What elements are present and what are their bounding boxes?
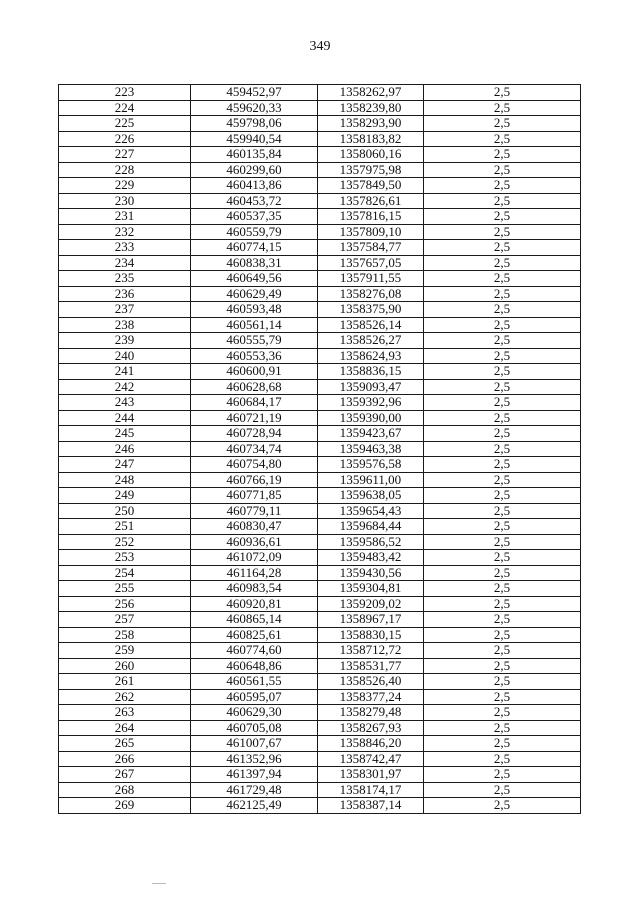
x-coordinate-cell: 460766,19 (191, 472, 318, 488)
point-number-cell: 253 (59, 550, 191, 566)
x-coordinate-cell: 460628,68 (191, 379, 318, 395)
value-cell: 2,5 (424, 612, 581, 628)
value-cell: 2,5 (424, 286, 581, 302)
x-coordinate-cell: 460135,84 (191, 147, 318, 163)
point-number-cell: 263 (59, 705, 191, 721)
y-coordinate-cell: 1358276,08 (318, 286, 424, 302)
scan-mark (152, 883, 166, 884)
table-row (59, 736, 581, 752)
value-cell: 2,5 (424, 395, 581, 411)
value-cell: 2,5 (424, 658, 581, 674)
x-coordinate-cell: 460771,85 (191, 488, 318, 504)
point-number-cell: 224 (59, 100, 191, 116)
value-cell: 2,5 (424, 720, 581, 736)
point-number-cell: 256 (59, 596, 191, 612)
value-cell: 2,5 (424, 798, 581, 814)
value-cell: 2,5 (424, 519, 581, 535)
table-row (59, 782, 581, 798)
y-coordinate-cell: 1358239,80 (318, 100, 424, 116)
x-coordinate-cell: 460559,79 (191, 224, 318, 240)
x-coordinate-cell: 460593,48 (191, 302, 318, 318)
y-coordinate-cell: 1359611,00 (318, 472, 424, 488)
y-coordinate-cell: 1359576,58 (318, 457, 424, 473)
y-coordinate-cell: 1358742,47 (318, 751, 424, 767)
point-number-cell: 223 (59, 85, 191, 101)
table-row (59, 333, 581, 349)
x-coordinate-cell: 459940,54 (191, 131, 318, 147)
value-cell: 2,5 (424, 333, 581, 349)
point-number-cell: 230 (59, 193, 191, 209)
x-coordinate-cell: 460774,15 (191, 240, 318, 256)
value-cell: 2,5 (424, 674, 581, 690)
value-cell: 2,5 (424, 193, 581, 209)
x-coordinate-cell: 460553,36 (191, 348, 318, 364)
table-row (59, 798, 581, 814)
point-number-cell: 255 (59, 581, 191, 597)
value-cell: 2,5 (424, 147, 581, 163)
y-coordinate-cell: 1358293,90 (318, 116, 424, 132)
table-row (59, 643, 581, 659)
point-number-cell: 259 (59, 643, 191, 659)
value-cell: 2,5 (424, 643, 581, 659)
value-cell: 2,5 (424, 441, 581, 457)
value-cell: 2,5 (424, 379, 581, 395)
y-coordinate-cell: 1358526,40 (318, 674, 424, 690)
y-coordinate-cell: 1359093,47 (318, 379, 424, 395)
point-number-cell: 226 (59, 131, 191, 147)
table-row (59, 271, 581, 287)
value-cell: 2,5 (424, 627, 581, 643)
y-coordinate-cell: 1358531,77 (318, 658, 424, 674)
point-number-cell: 251 (59, 519, 191, 535)
value-cell: 2,5 (424, 736, 581, 752)
table-row (59, 147, 581, 163)
table-row (59, 317, 581, 333)
x-coordinate-cell: 461352,96 (191, 751, 318, 767)
y-coordinate-cell: 1359209,02 (318, 596, 424, 612)
value-cell: 2,5 (424, 472, 581, 488)
table-row (59, 689, 581, 705)
table-row (59, 627, 581, 643)
point-number-cell: 227 (59, 147, 191, 163)
y-coordinate-cell: 1358830,15 (318, 627, 424, 643)
y-coordinate-cell: 1359638,05 (318, 488, 424, 504)
value-cell: 2,5 (424, 751, 581, 767)
value-cell: 2,5 (424, 240, 581, 256)
value-cell: 2,5 (424, 302, 581, 318)
value-cell: 2,5 (424, 100, 581, 116)
value-cell: 2,5 (424, 85, 581, 101)
x-coordinate-cell: 460684,17 (191, 395, 318, 411)
point-number-cell: 235 (59, 271, 191, 287)
point-number-cell: 236 (59, 286, 191, 302)
x-coordinate-cell: 461164,28 (191, 565, 318, 581)
point-number-cell: 265 (59, 736, 191, 752)
x-coordinate-cell: 462125,49 (191, 798, 318, 814)
x-coordinate-cell: 460936,61 (191, 534, 318, 550)
x-coordinate-cell: 460555,79 (191, 333, 318, 349)
point-number-cell: 248 (59, 472, 191, 488)
point-number-cell: 254 (59, 565, 191, 581)
table-row (59, 658, 581, 674)
y-coordinate-cell: 1358267,93 (318, 720, 424, 736)
x-coordinate-cell: 460865,14 (191, 612, 318, 628)
x-coordinate-cell: 460453,72 (191, 193, 318, 209)
y-coordinate-cell: 1359430,56 (318, 565, 424, 581)
table-row (59, 705, 581, 721)
value-cell: 2,5 (424, 705, 581, 721)
table-row (59, 286, 581, 302)
point-number-cell: 237 (59, 302, 191, 318)
point-number-cell: 233 (59, 240, 191, 256)
value-cell: 2,5 (424, 116, 581, 132)
point-number-cell: 257 (59, 612, 191, 628)
value-cell: 2,5 (424, 209, 581, 225)
point-number-cell: 269 (59, 798, 191, 814)
value-cell: 2,5 (424, 565, 581, 581)
table-row (59, 534, 581, 550)
x-coordinate-cell: 460728,94 (191, 426, 318, 442)
point-number-cell: 225 (59, 116, 191, 132)
point-number-cell: 232 (59, 224, 191, 240)
y-coordinate-cell: 1358375,90 (318, 302, 424, 318)
table-row (59, 348, 581, 364)
x-coordinate-cell: 460629,49 (191, 286, 318, 302)
x-coordinate-cell: 460983,54 (191, 581, 318, 597)
value-cell: 2,5 (424, 178, 581, 194)
table-row (59, 441, 581, 457)
table-row (59, 240, 581, 256)
y-coordinate-cell: 1359390,00 (318, 410, 424, 426)
x-coordinate-cell: 460649,56 (191, 271, 318, 287)
y-coordinate-cell: 1357816,15 (318, 209, 424, 225)
y-coordinate-cell: 1357911,55 (318, 271, 424, 287)
table-row (59, 472, 581, 488)
x-coordinate-cell: 461729,48 (191, 782, 318, 798)
point-number-cell: 234 (59, 255, 191, 271)
point-number-cell: 252 (59, 534, 191, 550)
y-coordinate-cell: 1358262,97 (318, 85, 424, 101)
x-coordinate-cell: 461072,09 (191, 550, 318, 566)
table-row (59, 767, 581, 783)
coordinates-table-body (59, 85, 581, 814)
y-coordinate-cell: 1357849,50 (318, 178, 424, 194)
point-number-cell: 244 (59, 410, 191, 426)
y-coordinate-cell: 1358846,20 (318, 736, 424, 752)
y-coordinate-cell: 1357584,77 (318, 240, 424, 256)
table-row (59, 364, 581, 380)
x-coordinate-cell: 460600,91 (191, 364, 318, 380)
point-number-cell: 228 (59, 162, 191, 178)
point-number-cell: 266 (59, 751, 191, 767)
y-coordinate-cell: 1359654,43 (318, 503, 424, 519)
value-cell: 2,5 (424, 162, 581, 178)
table-row (59, 302, 581, 318)
point-number-cell: 249 (59, 488, 191, 504)
point-number-cell: 239 (59, 333, 191, 349)
table-row (59, 674, 581, 690)
table-row (59, 457, 581, 473)
value-cell: 2,5 (424, 534, 581, 550)
table-row (59, 751, 581, 767)
table-row (59, 550, 581, 566)
table-row (59, 379, 581, 395)
value-cell: 2,5 (424, 317, 581, 333)
value-cell: 2,5 (424, 782, 581, 798)
point-number-cell: 262 (59, 689, 191, 705)
table-row (59, 503, 581, 519)
x-coordinate-cell: 460830,47 (191, 519, 318, 535)
table-row (59, 131, 581, 147)
point-number-cell: 245 (59, 426, 191, 442)
point-number-cell: 247 (59, 457, 191, 473)
x-coordinate-cell: 460561,55 (191, 674, 318, 690)
value-cell: 2,5 (424, 348, 581, 364)
y-coordinate-cell: 1357975,98 (318, 162, 424, 178)
point-number-cell: 260 (59, 658, 191, 674)
point-number-cell: 246 (59, 441, 191, 457)
point-number-cell: 240 (59, 348, 191, 364)
table-row (59, 193, 581, 209)
x-coordinate-cell: 460595,07 (191, 689, 318, 705)
y-coordinate-cell: 1358967,17 (318, 612, 424, 628)
y-coordinate-cell: 1358377,24 (318, 689, 424, 705)
table-row (59, 426, 581, 442)
value-cell: 2,5 (424, 131, 581, 147)
x-coordinate-cell: 460413,86 (191, 178, 318, 194)
x-coordinate-cell: 460648,86 (191, 658, 318, 674)
y-coordinate-cell: 1358624,93 (318, 348, 424, 364)
y-coordinate-cell: 1358836,15 (318, 364, 424, 380)
x-coordinate-cell: 460537,35 (191, 209, 318, 225)
point-number-cell: 261 (59, 674, 191, 690)
y-coordinate-cell: 1359304,81 (318, 581, 424, 597)
y-coordinate-cell: 1359586,52 (318, 534, 424, 550)
y-coordinate-cell: 1359463,38 (318, 441, 424, 457)
y-coordinate-cell: 1358279,48 (318, 705, 424, 721)
y-coordinate-cell: 1357826,61 (318, 193, 424, 209)
table-row (59, 116, 581, 132)
y-coordinate-cell: 1359423,67 (318, 426, 424, 442)
x-coordinate-cell: 460705,08 (191, 720, 318, 736)
x-coordinate-cell: 460299,60 (191, 162, 318, 178)
coordinates-table (58, 84, 581, 814)
value-cell: 2,5 (424, 224, 581, 240)
value-cell: 2,5 (424, 767, 581, 783)
y-coordinate-cell: 1358712,72 (318, 643, 424, 659)
value-cell: 2,5 (424, 271, 581, 287)
value-cell: 2,5 (424, 596, 581, 612)
x-coordinate-cell: 459452,97 (191, 85, 318, 101)
point-number-cell: 267 (59, 767, 191, 783)
table-row (59, 581, 581, 597)
y-coordinate-cell: 1358387,14 (318, 798, 424, 814)
page-number: 349 (309, 39, 331, 54)
y-coordinate-cell: 1357657,05 (318, 255, 424, 271)
x-coordinate-cell: 460779,11 (191, 503, 318, 519)
table-row (59, 209, 581, 225)
x-coordinate-cell: 460721,19 (191, 410, 318, 426)
point-number-cell: 238 (59, 317, 191, 333)
value-cell: 2,5 (424, 581, 581, 597)
x-coordinate-cell: 460754,80 (191, 457, 318, 473)
y-coordinate-cell: 1357809,10 (318, 224, 424, 240)
y-coordinate-cell: 1359392,96 (318, 395, 424, 411)
table-row (59, 255, 581, 271)
table-row (59, 519, 581, 535)
value-cell: 2,5 (424, 689, 581, 705)
point-number-cell: 229 (59, 178, 191, 194)
point-number-cell: 250 (59, 503, 191, 519)
y-coordinate-cell: 1358183,82 (318, 131, 424, 147)
table-row (59, 612, 581, 628)
point-number-cell: 268 (59, 782, 191, 798)
value-cell: 2,5 (424, 364, 581, 380)
value-cell: 2,5 (424, 255, 581, 271)
y-coordinate-cell: 1358301,97 (318, 767, 424, 783)
y-coordinate-cell: 1358526,14 (318, 317, 424, 333)
y-coordinate-cell: 1358526,27 (318, 333, 424, 349)
table-row (59, 596, 581, 612)
x-coordinate-cell: 460838,31 (191, 255, 318, 271)
x-coordinate-cell: 460825,61 (191, 627, 318, 643)
point-number-cell: 264 (59, 720, 191, 736)
value-cell: 2,5 (424, 410, 581, 426)
point-number-cell: 241 (59, 364, 191, 380)
x-coordinate-cell: 459798,06 (191, 116, 318, 132)
value-cell: 2,5 (424, 457, 581, 473)
value-cell: 2,5 (424, 503, 581, 519)
y-coordinate-cell: 1359483,42 (318, 550, 424, 566)
y-coordinate-cell: 1358060,16 (318, 147, 424, 163)
point-number-cell: 258 (59, 627, 191, 643)
table-row (59, 100, 581, 116)
value-cell: 2,5 (424, 426, 581, 442)
table-row (59, 224, 581, 240)
table-row (59, 395, 581, 411)
table-row (59, 410, 581, 426)
table-row (59, 85, 581, 101)
table-row (59, 565, 581, 581)
x-coordinate-cell: 459620,33 (191, 100, 318, 116)
table-row (59, 162, 581, 178)
y-coordinate-cell: 1358174,17 (318, 782, 424, 798)
x-coordinate-cell: 460920,81 (191, 596, 318, 612)
value-cell: 2,5 (424, 550, 581, 566)
x-coordinate-cell: 460629,30 (191, 705, 318, 721)
table-row (59, 178, 581, 194)
x-coordinate-cell: 460774,60 (191, 643, 318, 659)
point-number-cell: 243 (59, 395, 191, 411)
table-row (59, 720, 581, 736)
x-coordinate-cell: 460561,14 (191, 317, 318, 333)
x-coordinate-cell: 461397,94 (191, 767, 318, 783)
point-number-cell: 231 (59, 209, 191, 225)
x-coordinate-cell: 460734,74 (191, 441, 318, 457)
point-number-cell: 242 (59, 379, 191, 395)
y-coordinate-cell: 1359684,44 (318, 519, 424, 535)
value-cell: 2,5 (424, 488, 581, 504)
table-row (59, 488, 581, 504)
x-coordinate-cell: 461007,67 (191, 736, 318, 752)
